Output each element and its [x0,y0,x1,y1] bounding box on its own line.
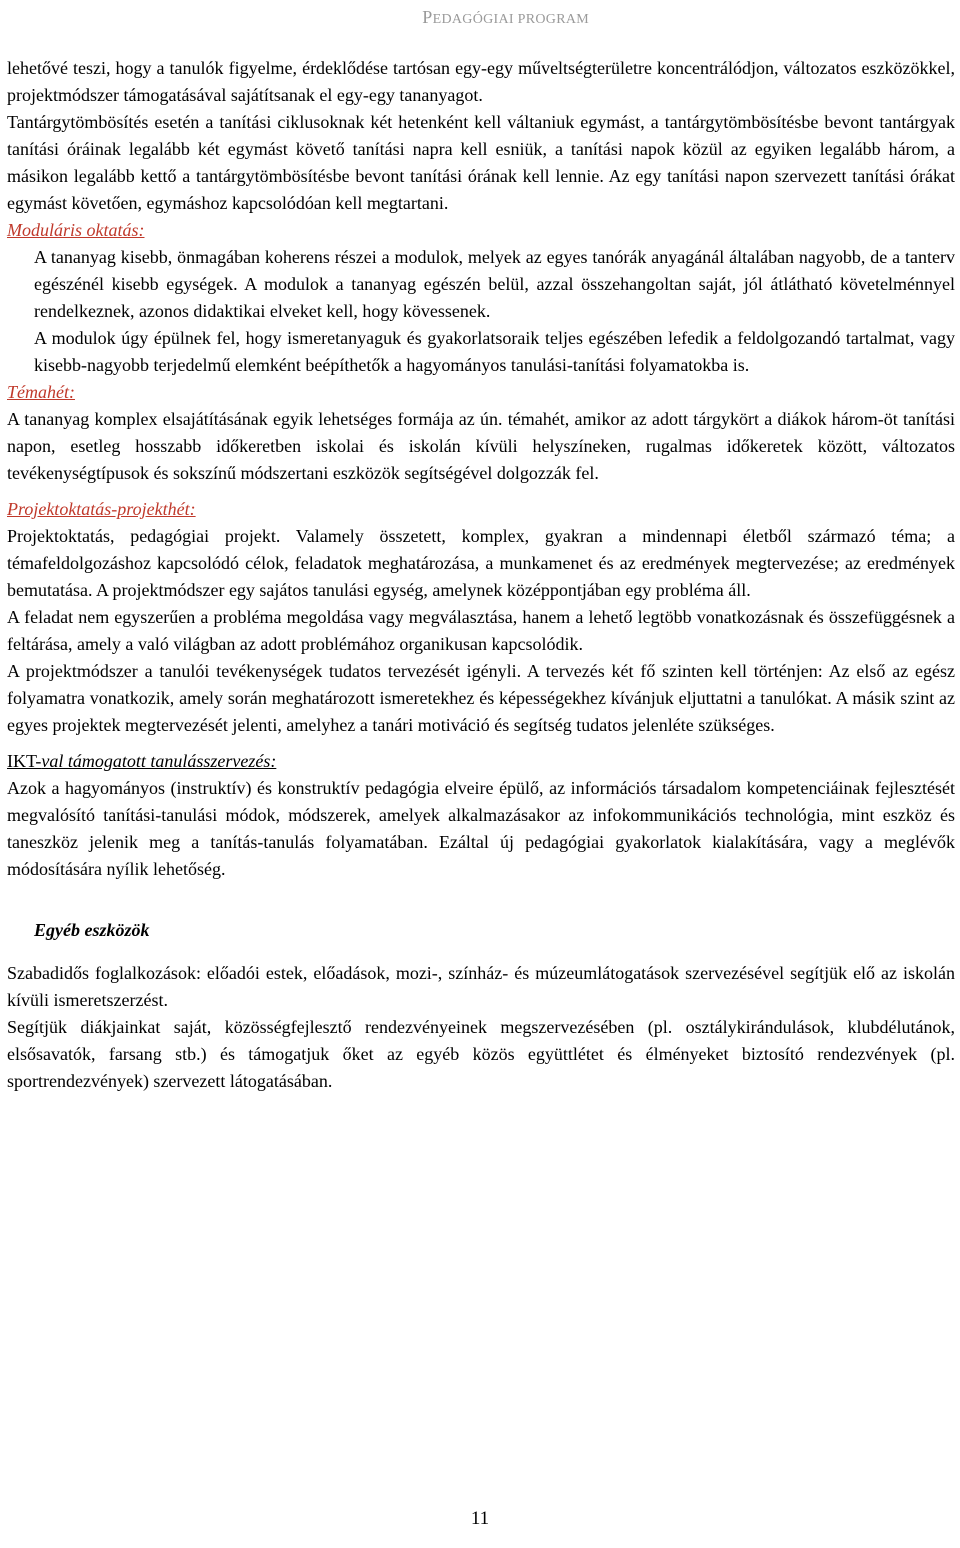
paragraph-egyeb-1: Szabadidős foglalkozások: előadói estek, előadások, mozi-, színház- és múzeumlátogatások szervezésével segítjük elő az iskolán kívüli ismeretszerzést. [7,963,955,1010]
paragraph-projekt-3: A projektmódszer a tanulói tevékenységek tudatos tervezését igényli. A tervezés két fő szinten kell történjen: Az első az egész folyamatra vonatkozik, amely során meghatározott ismeretekhez és képességekhez kívánjuk eljuttatni a tanulókat. A másik szint az egyes projektek megtervezését jelenti, amelyhez a tanári motiváció és segítség tudatos jelenléte szükséges. [7,661,955,735]
paragraph-egyeb-2: Segítjük diákjainkat saját, közösségfejlesztő rendezvényeinek megszervezésében (pl. osztálykirándulások, klubdélutánok, elsősavatók, farsang stb.) és támogatjuk őket az egyéb közös együttlétet és élményeket biztosító rendezvények (pl. sportrendezvények) szervezett látogatásában. [7,1017,955,1091]
paragraph-continuation: lehetővé teszi, hogy a tanulók figyelme, érdeklődése tartósan egy-egy műveltségterületre koncentrálódjon, változatos eszközökkel, projektmódszer támogatásával sajátítsanak el egy-egy tananyagot. [7,58,955,105]
header-rest: EDAGÓGIAI PROGRAM [432,12,589,27]
header-initial: P [422,7,433,27]
paragraph-projekt-2: A feladat nem egyszerűen a probléma megoldása vagy megválasztása, hanem a lehető legtöbb vonatkozásnak és összefüggésnek a feltárása, amely a való világban az adott problémához organikusan kapcsolódik. [7,607,955,654]
heading-ikt-prefix: IKT- [7,751,42,771]
section-title-egyeb-eszkozok: Egyéb eszközök [34,920,150,940]
paragraph-modularis-1: A tananyag kisebb, önmagában koherens részei a modulok, melyek az egyes tanórák anyagánál általában nagyobb, de a tanterv egészénél kisebb egységek. A modulok a tananyag egészén belül, azzal összehangoltan saját, jól átlátható követelménnyel rendelkeznek, azonos didaktikai elveket kell, hogy kövessenek. [34,247,955,321]
heading-temahet: Témahét: [7,382,75,402]
heading-ikt [7,748,955,775]
page-number: 11 [470,1508,490,1529]
heading-ikt-rest: val támogatott tanulásszervezés: [41,751,277,771]
heading-modularis: Moduláris oktatás: [7,220,145,240]
paragraph-tantargytombosites: Tantárgytömbösítés esetén a tanítási ciklusoknak két hetenként kell váltaniuk egymást, a tantárgytömbösítésbe bevont tantárgyak tanítási óráinak legalább két egymást követő tanítási napra kell esniük, a tanítási napok közül az egyiken legalább három, a másikon legalább kettő a tantárgytömbösítésbe bevont tanítási órának kell lennie. Az egy tanítási napon szervezett tanítási órákat egymást követően, egymáshoz kapcsolódóan kell megtartani. [7,112,955,213]
running-header [422,4,589,33]
paragraph-projekt-1: Projektoktatás, pedagógiai projekt. Valamely összetett, komplex, gyakran a mindennapi életből származó téma; a témafeldolgozáshoz kapcsolódó célok, feladatok meghatározása, a munkamenet és az eredmények megtervezése; az eredmények bemutatása. A projektmódszer egy sajátos tanulási egység, amelynek középpontjában egy probléma áll. [7,526,955,600]
body-text [7,55,955,1095]
paragraph-temahet: A tananyag komplex elsajátításának egyik lehetséges formája az ún. témahét, amikor az adott tárgykört a diákok három-öt tanítási napon, esetleg hosszabb időkeretben iskolai és iskolán kívüli helyszíneken, rugalmas időkeretek között, változatos tevékenységtípusok és sokszínű módszertani eszközök segítségével dolgozzák fel. [7,409,955,483]
paragraph-ikt: Azok a hagyományos (instruktív) és konstruktív pedagógia elveire épülő, az információs társadalom kompetenciáinak fejlesztését megvalósító tanítási-tanulási módok, módszerek, amelyek alkalmazásakor az infokommunikációs technológia, mint eszköz és taneszköz jelenik meg a tanítás-tanulás folyamatában. Ezáltal új pedagógiai gyakorlatok kialakítására, vagy a meglévők módosítására nyílik lehetőség. [7,778,955,879]
paragraph-modularis-2: A modulok úgy épülnek fel, hogy ismeretanyaguk és gyakorlatsoraik teljes egészében lefedik a feldolgozandó tartalmat, vagy kisebb-nagyobb terjedelmű elemként beépíthetők a hagyományos tanulási-tanítási folyamatokba is. [34,328,955,375]
heading-projekt: Projektoktatás-projekthét: [7,499,196,519]
